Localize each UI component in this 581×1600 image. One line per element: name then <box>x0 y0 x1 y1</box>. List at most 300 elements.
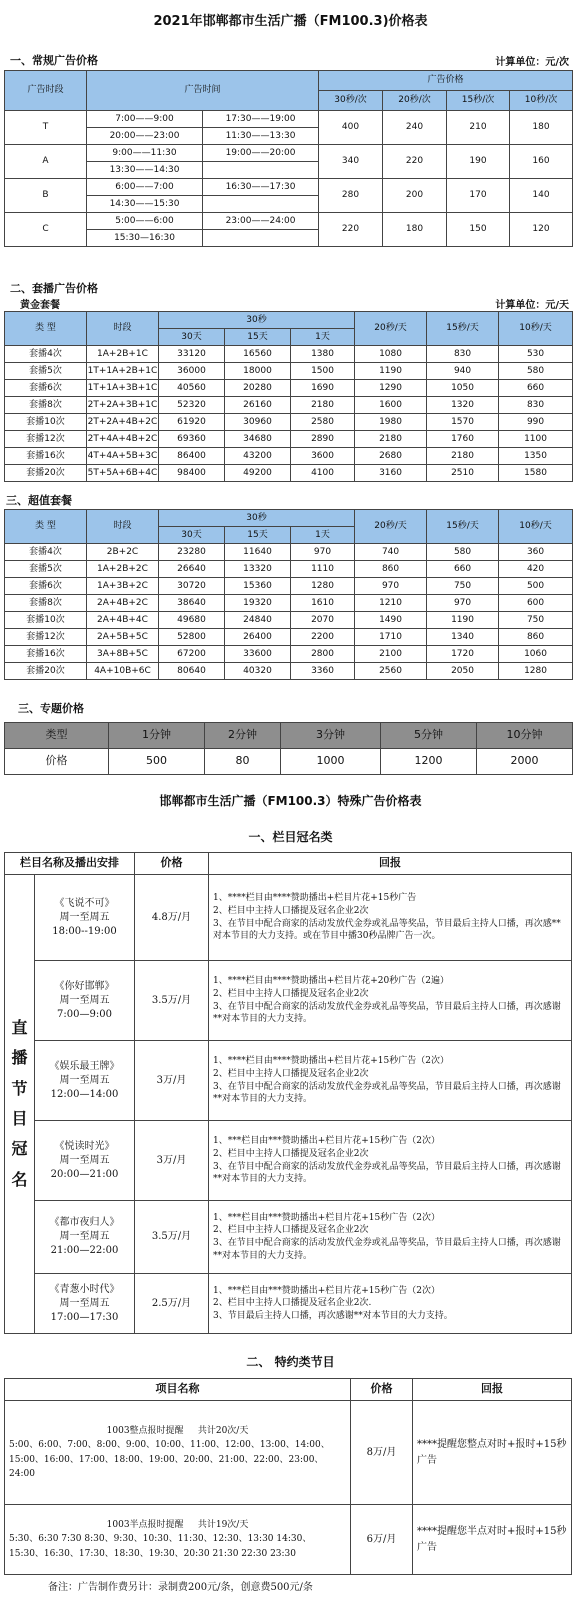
package-price: 530 <box>499 346 573 363</box>
price-cell: 180 <box>510 111 573 145</box>
item-count: 共计19次/天 <box>197 1519 249 1530</box>
price-cell: 140 <box>510 179 573 213</box>
header-type: 类 型 <box>5 510 87 544</box>
header-col: 3分钟 <box>281 723 381 749</box>
package-price: 1490 <box>355 612 427 629</box>
header-30d: 30天 <box>159 329 225 346</box>
package-price: 750 <box>427 578 499 595</box>
sec1-unit: 计算单位：元/次 <box>495 57 569 68</box>
header-type: 类 型 <box>5 312 87 346</box>
program-name: 《悦读时光》 <box>54 1140 115 1152</box>
package-price: 3600 <box>291 448 355 465</box>
package-price: 1340 <box>427 629 499 646</box>
package-price: 4100 <box>291 465 355 482</box>
package-row <box>5 346 573 363</box>
package-price: 1050 <box>427 380 499 397</box>
package-slot: 2T+4A+4B+2C <box>87 431 159 448</box>
package-row <box>5 663 573 680</box>
time-cell: 7:00——9:00 <box>87 111 203 128</box>
package-price: 24840 <box>225 612 291 629</box>
return-line: 2、栏目中主持人口播提及冠名企业2次 <box>213 905 369 916</box>
program-cell <box>35 1041 135 1121</box>
price-cell: 150 <box>447 213 510 247</box>
header-10s: 10秒/天 <box>499 312 573 346</box>
time-cell <box>203 196 319 213</box>
package-price: 49200 <box>225 465 291 482</box>
package-price: 3160 <box>355 465 427 482</box>
sponsor-row <box>5 1041 572 1121</box>
package-price: 1710 <box>355 629 427 646</box>
return-line: 3、在节目中配合商家的活动发放代金券或礼品等奖品，节目最后主持人口播，再次感谢**对本节目的大力支持。 <box>213 1001 561 1025</box>
package-price: 500 <box>499 578 573 595</box>
vertical-char: 播 <box>11 1048 28 1068</box>
topic-price-table <box>4 722 573 775</box>
item-times: 5:00、6:00、7:00、8:00、9:00、10:00、11:00、12:00、13:00、14:00、15:00、16:00、17:00、18:00、19:00、20:00、21:00、22:00、23:00、24:00 <box>9 1440 330 1479</box>
program-time: 7:00—9:00 <box>57 1008 112 1020</box>
header-1d: 1天 <box>291 329 355 346</box>
header-col: 10分钟 <box>477 723 573 749</box>
price-cell: 200 <box>383 179 447 213</box>
header-item: 项目名称 <box>5 1379 351 1401</box>
program-return <box>209 1201 572 1274</box>
sec4-heading: 三、专题价格 <box>18 702 84 715</box>
package-type: 套播5次 <box>5 363 87 380</box>
package-row <box>5 363 573 380</box>
package-price: 98400 <box>159 465 225 482</box>
package-slot: 4A+10B+6C <box>87 663 159 680</box>
period-cell: C <box>5 213 87 247</box>
period-cell: B <box>5 179 87 213</box>
package-price: 1210 <box>355 595 427 612</box>
program-cell <box>35 1201 135 1274</box>
regular-price-table <box>4 70 573 247</box>
time-cell: 19:00——20:00 <box>203 145 319 162</box>
header-15d: 15天 <box>225 329 291 346</box>
header-10s: 10秒/天 <box>499 510 573 544</box>
package-price: 2180 <box>427 448 499 465</box>
sec3-heading: 三、超值套餐 <box>6 494 72 507</box>
header-col: 20秒/次 <box>383 91 447 111</box>
package-price: 970 <box>427 595 499 612</box>
time-cell: 23:00——24:00 <box>203 213 319 230</box>
time-cell: 17:30——19:00 <box>203 111 319 128</box>
package-price: 2510 <box>427 465 499 482</box>
package-row <box>5 414 573 431</box>
header-type: 类型 <box>5 723 109 749</box>
program-return <box>209 1274 572 1334</box>
time-cell: 13:30——14:30 <box>87 162 203 179</box>
item-times: 5:30、6:30 7:30 8:30、9:30、10:30、11:30、12:30、13:30 14:30、15:30、16:30、17:30、18:30、19:30、20:30 21:30 22:30 23:30 <box>9 1534 312 1559</box>
header-return: 回报 <box>413 1379 572 1401</box>
header-price: 价格 <box>135 853 209 875</box>
program-return <box>209 961 572 1041</box>
price-cell: 190 <box>447 145 510 179</box>
item-title-line <box>9 1424 346 1438</box>
header-return: 回报 <box>209 853 572 875</box>
package-price: 600 <box>499 595 573 612</box>
package-price: 1100 <box>499 431 573 448</box>
package-slot: 4T+4A+5B+3C <box>87 448 159 465</box>
package-price: 1190 <box>427 612 499 629</box>
header-col: 30秒/次 <box>319 91 383 111</box>
program-return <box>209 1121 572 1201</box>
period-cell: A <box>5 145 87 179</box>
item-title-line <box>9 1518 346 1532</box>
package-price: 13320 <box>225 561 291 578</box>
program-return <box>209 1041 572 1121</box>
price-cell: 340 <box>319 145 383 179</box>
package-price: 2050 <box>427 663 499 680</box>
package-price: 420 <box>499 561 573 578</box>
regular-row <box>5 111 573 128</box>
header-time: 广告时间 <box>87 71 319 111</box>
package-row <box>5 561 573 578</box>
package-price: 61920 <box>159 414 225 431</box>
time-cell: 16:30——17:30 <box>203 179 319 196</box>
header-name: 栏目名称及播出安排 <box>5 853 135 875</box>
package-slot: 1A+3B+2C <box>87 578 159 595</box>
program-name: 《你好邯郸》 <box>54 980 115 992</box>
package-row <box>5 646 573 663</box>
item-title: 1003整点报时提醒 <box>106 1425 184 1436</box>
package-slot: 2A+5B+5C <box>87 629 159 646</box>
program-name: 《都市夜归人》 <box>49 1217 120 1228</box>
package-price: 26160 <box>225 397 291 414</box>
package-type: 套播20次 <box>5 465 87 482</box>
header-30d: 30天 <box>159 527 225 544</box>
price-cell: 120 <box>510 213 573 247</box>
price-cell: 80 <box>205 749 281 775</box>
package-price: 67200 <box>159 646 225 663</box>
sponsor-row <box>5 961 572 1041</box>
return-line: 2、栏目中主持人口播提及冠名企业2次 <box>213 988 369 999</box>
sponsor-row <box>5 1121 572 1201</box>
package-type: 套播12次 <box>5 431 87 448</box>
program-cell <box>35 875 135 961</box>
program-price: 2.5万/月 <box>135 1274 209 1334</box>
package-row <box>5 397 573 414</box>
package-slot: 2T+2A+3B+1C <box>87 397 159 414</box>
program-days: 周一至周五 <box>59 1074 110 1086</box>
return-line: 2、栏目中主持人口播提及冠名企业2次 <box>213 1068 369 1079</box>
package-price: 1290 <box>355 380 427 397</box>
sec1-heading: 一、常规广告价格 <box>10 54 98 67</box>
return-line: 1、****栏目由****赞助播出+栏目片花+20秒广告（2遍） <box>213 976 449 987</box>
package-row <box>5 380 573 397</box>
program-name: 《娱乐最王牌》 <box>49 1060 120 1072</box>
package-price: 40320 <box>225 663 291 680</box>
program-cell <box>35 961 135 1041</box>
program-time: 12:00—14:00 <box>50 1088 119 1100</box>
time-cell <box>203 162 319 179</box>
package-row <box>5 578 573 595</box>
package-price: 1320 <box>427 397 499 414</box>
vertical-char: 冠 <box>11 1139 28 1159</box>
package-price: 30960 <box>225 414 291 431</box>
package-price: 80640 <box>159 663 225 680</box>
package-price: 2070 <box>291 612 355 629</box>
package-price: 1610 <box>291 595 355 612</box>
package-price: 2800 <box>291 646 355 663</box>
package-price: 36000 <box>159 363 225 380</box>
item-cell <box>5 1401 351 1505</box>
package-price: 33120 <box>159 346 225 363</box>
price-cell: 280 <box>319 179 383 213</box>
program-days: 周一至周五 <box>59 1154 110 1166</box>
sec2-subheader <box>10 296 581 311</box>
package-price: 1350 <box>499 448 573 465</box>
package-price: 660 <box>499 380 573 397</box>
program-time: 17:00—17:30 <box>50 1311 119 1323</box>
package-price: 30720 <box>159 578 225 595</box>
price-cell: 220 <box>383 145 447 179</box>
return-line: 1、****栏目由****赞助播出+栏目片花+15秒广告（2次） <box>213 1056 449 1067</box>
time-cell: 6:00——7:00 <box>87 179 203 196</box>
package-price: 1980 <box>355 414 427 431</box>
package-type: 套播6次 <box>5 380 87 397</box>
package-price: 20280 <box>225 380 291 397</box>
package-price: 2100 <box>355 646 427 663</box>
gold-package-table <box>4 311 573 482</box>
price-cell: 180 <box>383 213 447 247</box>
header-period: 广告时段 <box>5 71 87 111</box>
program-return <box>209 875 572 961</box>
package-price: 2200 <box>291 629 355 646</box>
header-20s: 20秒/天 <box>355 510 427 544</box>
package-slot: 1T+1A+3B+1C <box>87 380 159 397</box>
package-price: 34680 <box>225 431 291 448</box>
return-line: 3、在节目中配合商家的活动发放代金券或礼品等奖品，节目最后主持人口播，再次感谢**对本节目的大力支持。 <box>213 1238 561 1261</box>
package-row <box>5 544 573 561</box>
sponsor-row <box>5 1274 572 1334</box>
package-row <box>5 612 573 629</box>
period-cell: T <box>5 111 87 145</box>
package-price: 970 <box>291 544 355 561</box>
package-price: 940 <box>427 363 499 380</box>
vertical-char: 目 <box>11 1109 28 1128</box>
package-price: 660 <box>427 561 499 578</box>
header-20s: 20秒/天 <box>355 312 427 346</box>
program-days: 周一至周五 <box>59 1231 110 1242</box>
package-price: 990 <box>499 414 573 431</box>
package-price: 2560 <box>355 663 427 680</box>
program-days: 周一至周五 <box>59 911 110 923</box>
package-price: 1720 <box>427 646 499 663</box>
price-cell: 210 <box>447 111 510 145</box>
package-price: 40560 <box>159 380 225 397</box>
regular-row <box>5 145 573 162</box>
program-name: 《飞说不可》 <box>54 897 115 909</box>
item-return: ****提醒您整点对时+报时+15秒广告 <box>413 1401 572 1505</box>
package-type: 套播16次 <box>5 646 87 663</box>
price-cell: 240 <box>383 111 447 145</box>
header-price: 广告价格 <box>319 71 573 91</box>
vertical-char: 节 <box>11 1078 28 1098</box>
package-price: 2180 <box>291 397 355 414</box>
package-type: 套播10次 <box>5 612 87 629</box>
header-15s: 15秒/天 <box>427 312 499 346</box>
package-price: 1080 <box>355 346 427 363</box>
sponsor-row <box>5 1201 572 1274</box>
price-cell: 220 <box>319 213 383 247</box>
package-type: 套播8次 <box>5 397 87 414</box>
program-days: 周一至周五 <box>59 994 110 1006</box>
package-price: 2180 <box>355 431 427 448</box>
package-type: 套播16次 <box>5 448 87 465</box>
return-line: 2、栏目中主持人口播提及冠名企业2次 <box>213 1148 369 1159</box>
header-price: 价格 <box>351 1379 413 1401</box>
item-title: 1003半点报时提醒 <box>106 1519 184 1530</box>
package-slot: 1A+2B+2C <box>87 561 159 578</box>
package-price: 2580 <box>291 414 355 431</box>
price-cell: 170 <box>447 179 510 213</box>
return-line: 3、节目最后主持人口播，再次感谢**对本节目的大力支持。 <box>213 1310 453 1321</box>
package-price: 1110 <box>291 561 355 578</box>
header-15s: 15秒/天 <box>427 510 499 544</box>
sec2-sub: 黄金套餐 <box>20 300 60 311</box>
program-price: 3.5万/月 <box>135 961 209 1041</box>
package-type: 套播5次 <box>5 561 87 578</box>
special-row <box>5 1401 572 1505</box>
vertical-label <box>5 875 35 1334</box>
sec2-unit: 计算单位：元/天 <box>495 300 569 311</box>
regular-row <box>5 213 573 230</box>
package-slot: 2B+2C <box>87 544 159 561</box>
program-price: 3万/月 <box>135 1121 209 1201</box>
document-title: 2021年邯郸都市生活广播（FM100.3)价格表 <box>153 14 428 29</box>
package-row <box>5 629 573 646</box>
header-1d: 1天 <box>291 527 355 544</box>
package-price: 1600 <box>355 397 427 414</box>
time-cell: 14:30——15:30 <box>87 196 203 213</box>
header-30s: 30秒 <box>159 312 355 329</box>
package-slot: 5T+5A+6B+4C <box>87 465 159 482</box>
price-label: 价格 <box>5 749 109 775</box>
return-line: 3、在节目中配合商家的活动发放代金券或礼品等奖品，节目最后主持人口播，再次感**对本节目的大力支持。或在节目中播30秒品牌广告一次。 <box>213 918 561 942</box>
package-price: 11640 <box>225 544 291 561</box>
package-type: 套播4次 <box>5 346 87 363</box>
program-time: 18:00--19:00 <box>52 925 117 937</box>
vertical-char: 直 <box>11 1017 28 1037</box>
package-slot: 2A+4B+4C <box>87 612 159 629</box>
special-program-table <box>4 1378 572 1575</box>
package-price: 52320 <box>159 397 225 414</box>
time-cell: 20:00——23:00 <box>87 128 203 145</box>
package-row <box>5 595 573 612</box>
package-price: 16560 <box>225 346 291 363</box>
return-line: 1、***栏目由***赞助播出+栏目片花+15秒广告（2次） <box>213 1285 440 1296</box>
program-days: 周一至周五 <box>59 1297 110 1309</box>
price-cell: 160 <box>510 145 573 179</box>
package-price: 860 <box>499 629 573 646</box>
program-price: 4.8万/月 <box>135 875 209 961</box>
item-cell <box>5 1505 351 1575</box>
program-cell <box>35 1121 135 1201</box>
return-line: 3、在节目中配合商家的活动发放代金券或礼品等奖品，节目最后主持人口播，再次感谢**对本节目的大力支持。 <box>213 1161 561 1185</box>
package-row <box>5 465 573 482</box>
header-15d: 15天 <box>225 527 291 544</box>
package-price: 26400 <box>225 629 291 646</box>
package-price: 830 <box>427 346 499 363</box>
package-price: 3360 <box>291 663 355 680</box>
value-package-table <box>4 509 573 680</box>
item-count: 共计20次/天 <box>197 1425 249 1436</box>
item-price: 6万/月 <box>351 1505 413 1575</box>
package-price: 43200 <box>225 448 291 465</box>
package-price: 1500 <box>291 363 355 380</box>
package-price: 1190 <box>355 363 427 380</box>
program-price: 3万/月 <box>135 1041 209 1121</box>
package-type: 套播6次 <box>5 578 87 595</box>
package-price: 1380 <box>291 346 355 363</box>
package-type: 套播4次 <box>5 544 87 561</box>
price-cell: 400 <box>319 111 383 145</box>
package-price: 580 <box>499 363 573 380</box>
header-slot: 时段 <box>87 312 159 346</box>
time-cell: 15:30—16:30 <box>87 230 203 247</box>
package-price: 23280 <box>159 544 225 561</box>
package-slot: 2A+4B+2C <box>87 595 159 612</box>
package-price: 1280 <box>291 578 355 595</box>
package-price: 2680 <box>355 448 427 465</box>
header-col: 2分钟 <box>205 723 281 749</box>
special-row <box>5 1505 572 1575</box>
package-slot: 1A+2B+1C <box>87 346 159 363</box>
header-col: 10秒/次 <box>510 91 573 111</box>
package-price: 1580 <box>499 465 573 482</box>
package-price: 18000 <box>225 363 291 380</box>
package-price: 69360 <box>159 431 225 448</box>
price-cell: 500 <box>109 749 205 775</box>
package-price: 970 <box>355 578 427 595</box>
package-slot: 2T+2A+4B+2C <box>87 414 159 431</box>
package-price: 26640 <box>159 561 225 578</box>
program-price: 3.5万/月 <box>135 1201 209 1274</box>
header-slot: 时段 <box>87 510 159 544</box>
price-cell: 1200 <box>381 749 477 775</box>
package-row <box>5 431 573 448</box>
special-title: 邯郸都市生活广播（FM100.3）特殊广告价格表 <box>159 794 422 808</box>
sec1-header <box>0 52 581 68</box>
footnote: 备注：广告制作费另计：录制费200元/条，创意费500元/条 <box>48 1582 313 1593</box>
package-price: 750 <box>499 612 573 629</box>
header-30s: 30秒 <box>159 510 355 527</box>
package-row <box>5 448 573 465</box>
time-cell: 5:00——6:00 <box>87 213 203 230</box>
return-line: 1、****栏目由****赞助播出+栏目片花+15秒广告 <box>213 893 417 904</box>
package-price: 2890 <box>291 431 355 448</box>
package-slot: 1T+1A+2B+1C <box>87 363 159 380</box>
package-price: 86400 <box>159 448 225 465</box>
header-col: 1分钟 <box>109 723 205 749</box>
sponsorship-table <box>4 852 572 1334</box>
sec6-heading: 二、 特约类节目 <box>246 1355 335 1369</box>
package-type: 套播8次 <box>5 595 87 612</box>
regular-row <box>5 179 573 196</box>
package-type: 套播12次 <box>5 629 87 646</box>
package-price: 38640 <box>159 595 225 612</box>
header-col: 15秒/次 <box>447 91 510 111</box>
price-cell: 1000 <box>281 749 381 775</box>
sponsor-row <box>5 875 572 961</box>
package-slot: 3A+8B+5C <box>87 646 159 663</box>
time-cell: 11:30——13:30 <box>203 128 319 145</box>
package-price: 15360 <box>225 578 291 595</box>
return-line: 2、栏目中主持人口播提及冠名企业2次 <box>213 1225 369 1236</box>
package-price: 360 <box>499 544 573 561</box>
package-price: 580 <box>427 544 499 561</box>
package-price: 33600 <box>225 646 291 663</box>
